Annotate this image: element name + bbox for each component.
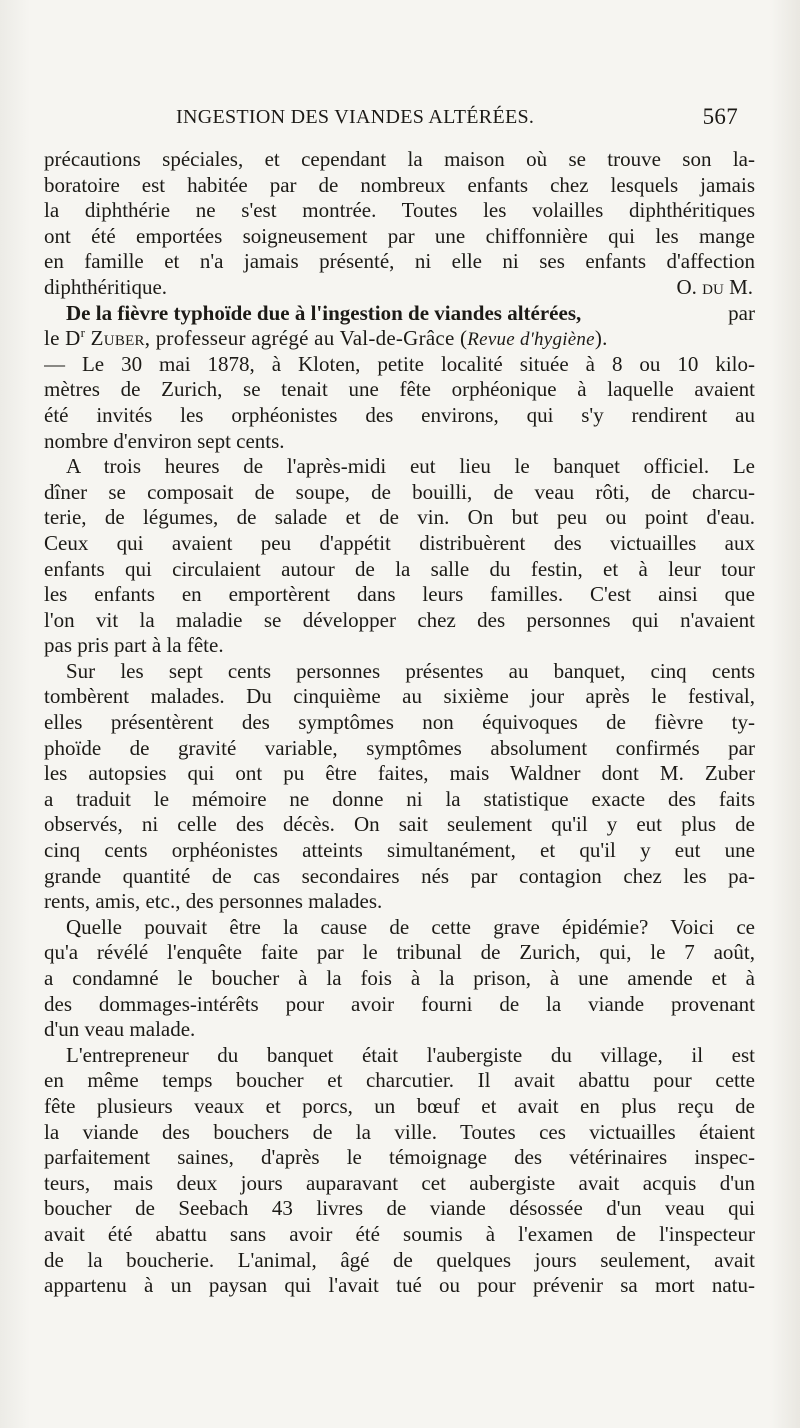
text-line: la diphthérie ne s'est montrée. Toutes les volailles diphthéritiques (44, 198, 755, 223)
text-line: teurs, mais deux jours auparavant cet aubergiste avait acquis d'un (44, 1170, 755, 1195)
section-heading-line (44, 301, 755, 327)
text-line: Ceux qui avaient peu d'appétit distribuèrent des victuailles aux (44, 530, 755, 555)
text-fragment: le D (44, 326, 81, 351)
text-line: nombre d'environ sept cents. (44, 428, 285, 453)
text-line: A trois heures de l'après-midi eut lieu le banquet officiel. Le (66, 454, 755, 479)
text-line: boratoire est habitée par de nombreux enfants chez lesquels jamais (44, 172, 755, 197)
text-line: pas pris part à la fête. (44, 633, 224, 658)
text-line: boucher de Seebach 43 livres de viande désossée d'un veau qui (44, 1196, 755, 1221)
text-fragment: diphthéritique. (44, 274, 168, 299)
text-fragment: , professeur agrégé au Val-de-Grâce ( (144, 326, 468, 351)
text-line: cinq cents orphéonistes atteints simultanément, et qu'il y eut une (44, 838, 755, 863)
text-line: terie, de légumes, de salade et de vin. On but peu ou point d'eau. (44, 505, 755, 530)
text-line: observés, ni celle des décès. On sait seulement qu'il y eut plus de (44, 812, 755, 837)
text-line: de la boucherie. L'animal, âgé de quelques jours seulement, avait (44, 1247, 755, 1272)
text-line: des dommages-intérêts pour avoir fourni de la viande provenant (44, 991, 755, 1016)
text-line: en même temps boucher et charcutier. Il avait abattu pour cette (44, 1068, 755, 1093)
text-line: en famille et n'a jamais présenté, ni elle ni ses enfants d'affection (44, 249, 755, 274)
text-line: précautions spéciales, et cependant la maison où se trouve son la- (44, 147, 755, 171)
body-text (44, 147, 755, 1299)
text-line: a condamné le boucher à la fois à la prison, à une amende et à (44, 966, 755, 990)
running-title: INGESTION DES VIANDES ALTÉRÉES. (176, 106, 535, 128)
text-line: la viande des bouchers de la ville. Toutes ces victuailles étaient (44, 1119, 755, 1144)
text-line: enfants qui circulaient autour de la salle du festin, et à leur tour (44, 556, 755, 581)
text-line: Quelle pouvait être la cause de cette grave épidémie? Voici ce (66, 914, 755, 939)
text-line: grande quantité de cas secondaires nés par contagion chez les pa- (44, 863, 755, 888)
text-line: elles présentèrent des symptômes non équivoques de fièvre ty- (44, 710, 755, 735)
author-name: Zuber (90, 326, 145, 351)
text-line: rents, amis, etc., des personnes malades. (44, 889, 383, 914)
text-line: parfaitement saines, d'après le témoignage des vétérinaires inspec- (44, 1145, 755, 1170)
text-line: a traduit le mémoire ne donne ni la statistique exacte des faits (44, 786, 755, 811)
text-line: été invités les orphéonistes des environs, qui s'y rendirent au (44, 402, 755, 427)
text-line: les enfants en emportèrent dans leurs familles. C'est ainsi que (44, 582, 755, 607)
text-line: phoïde de gravité variable, symptômes absolument confirmés par (44, 735, 755, 760)
journal-title: Revue d'hygiène (467, 329, 595, 351)
text-fragment: par (728, 300, 755, 325)
text-line: les autopsies qui ont pu être faites, mais Waldner dont M. Zuber (44, 761, 755, 786)
text-line: d'un veau malade. (44, 1017, 196, 1042)
text-line: l'on vit la maladie se développer chez des personnes qui n'avaient (44, 607, 755, 632)
text-line: fête plusieurs veaux et porcs, un bœuf et avait en plus reçu de (44, 1093, 755, 1118)
superscript: r (80, 326, 86, 341)
text-line: appartenu à un paysan qui l'avait tué ou pour prévenir sa mort natu- (44, 1273, 755, 1298)
text-line: avait été abattu sans avoir été soumis à l'examen de l'inspecteur (44, 1221, 755, 1246)
author-signature: O. du M. (676, 274, 753, 299)
text-line: — Le 30 mai 1878, à Kloten, petite localité située à 8 ou 10 kilo- (44, 351, 755, 376)
text-line: mètres de Zurich, se tenait une fête orphéonique à laquelle avaient (44, 377, 755, 402)
text-fragment: ). (594, 326, 608, 351)
text-line: tombèrent malades. Du cinquième au sixième jour après le festival, (44, 684, 755, 709)
text-line (44, 326, 755, 352)
text-line: L'entrepreneur du banquet était l'aubergiste du village, il est (66, 1042, 755, 1067)
text-line: dîner se composait de soupe, de bouilli, de veau rôti, de charcu- (44, 479, 755, 504)
section-heading: De la fièvre typhoïde due à l'ingestion de viandes altérées, (66, 300, 582, 325)
text-line: qu'a révélé l'enquête faite par le tribunal de Zurich, qui, le 7 août, (44, 940, 755, 965)
text-line (44, 275, 755, 301)
page-number: 567 (702, 104, 738, 129)
text-line: ont été emportées soigneusement par une chiffonnière qui les mange (44, 223, 755, 248)
text-line: Sur les sept cents personnes présentes au banquet, cinq cents (66, 658, 755, 683)
